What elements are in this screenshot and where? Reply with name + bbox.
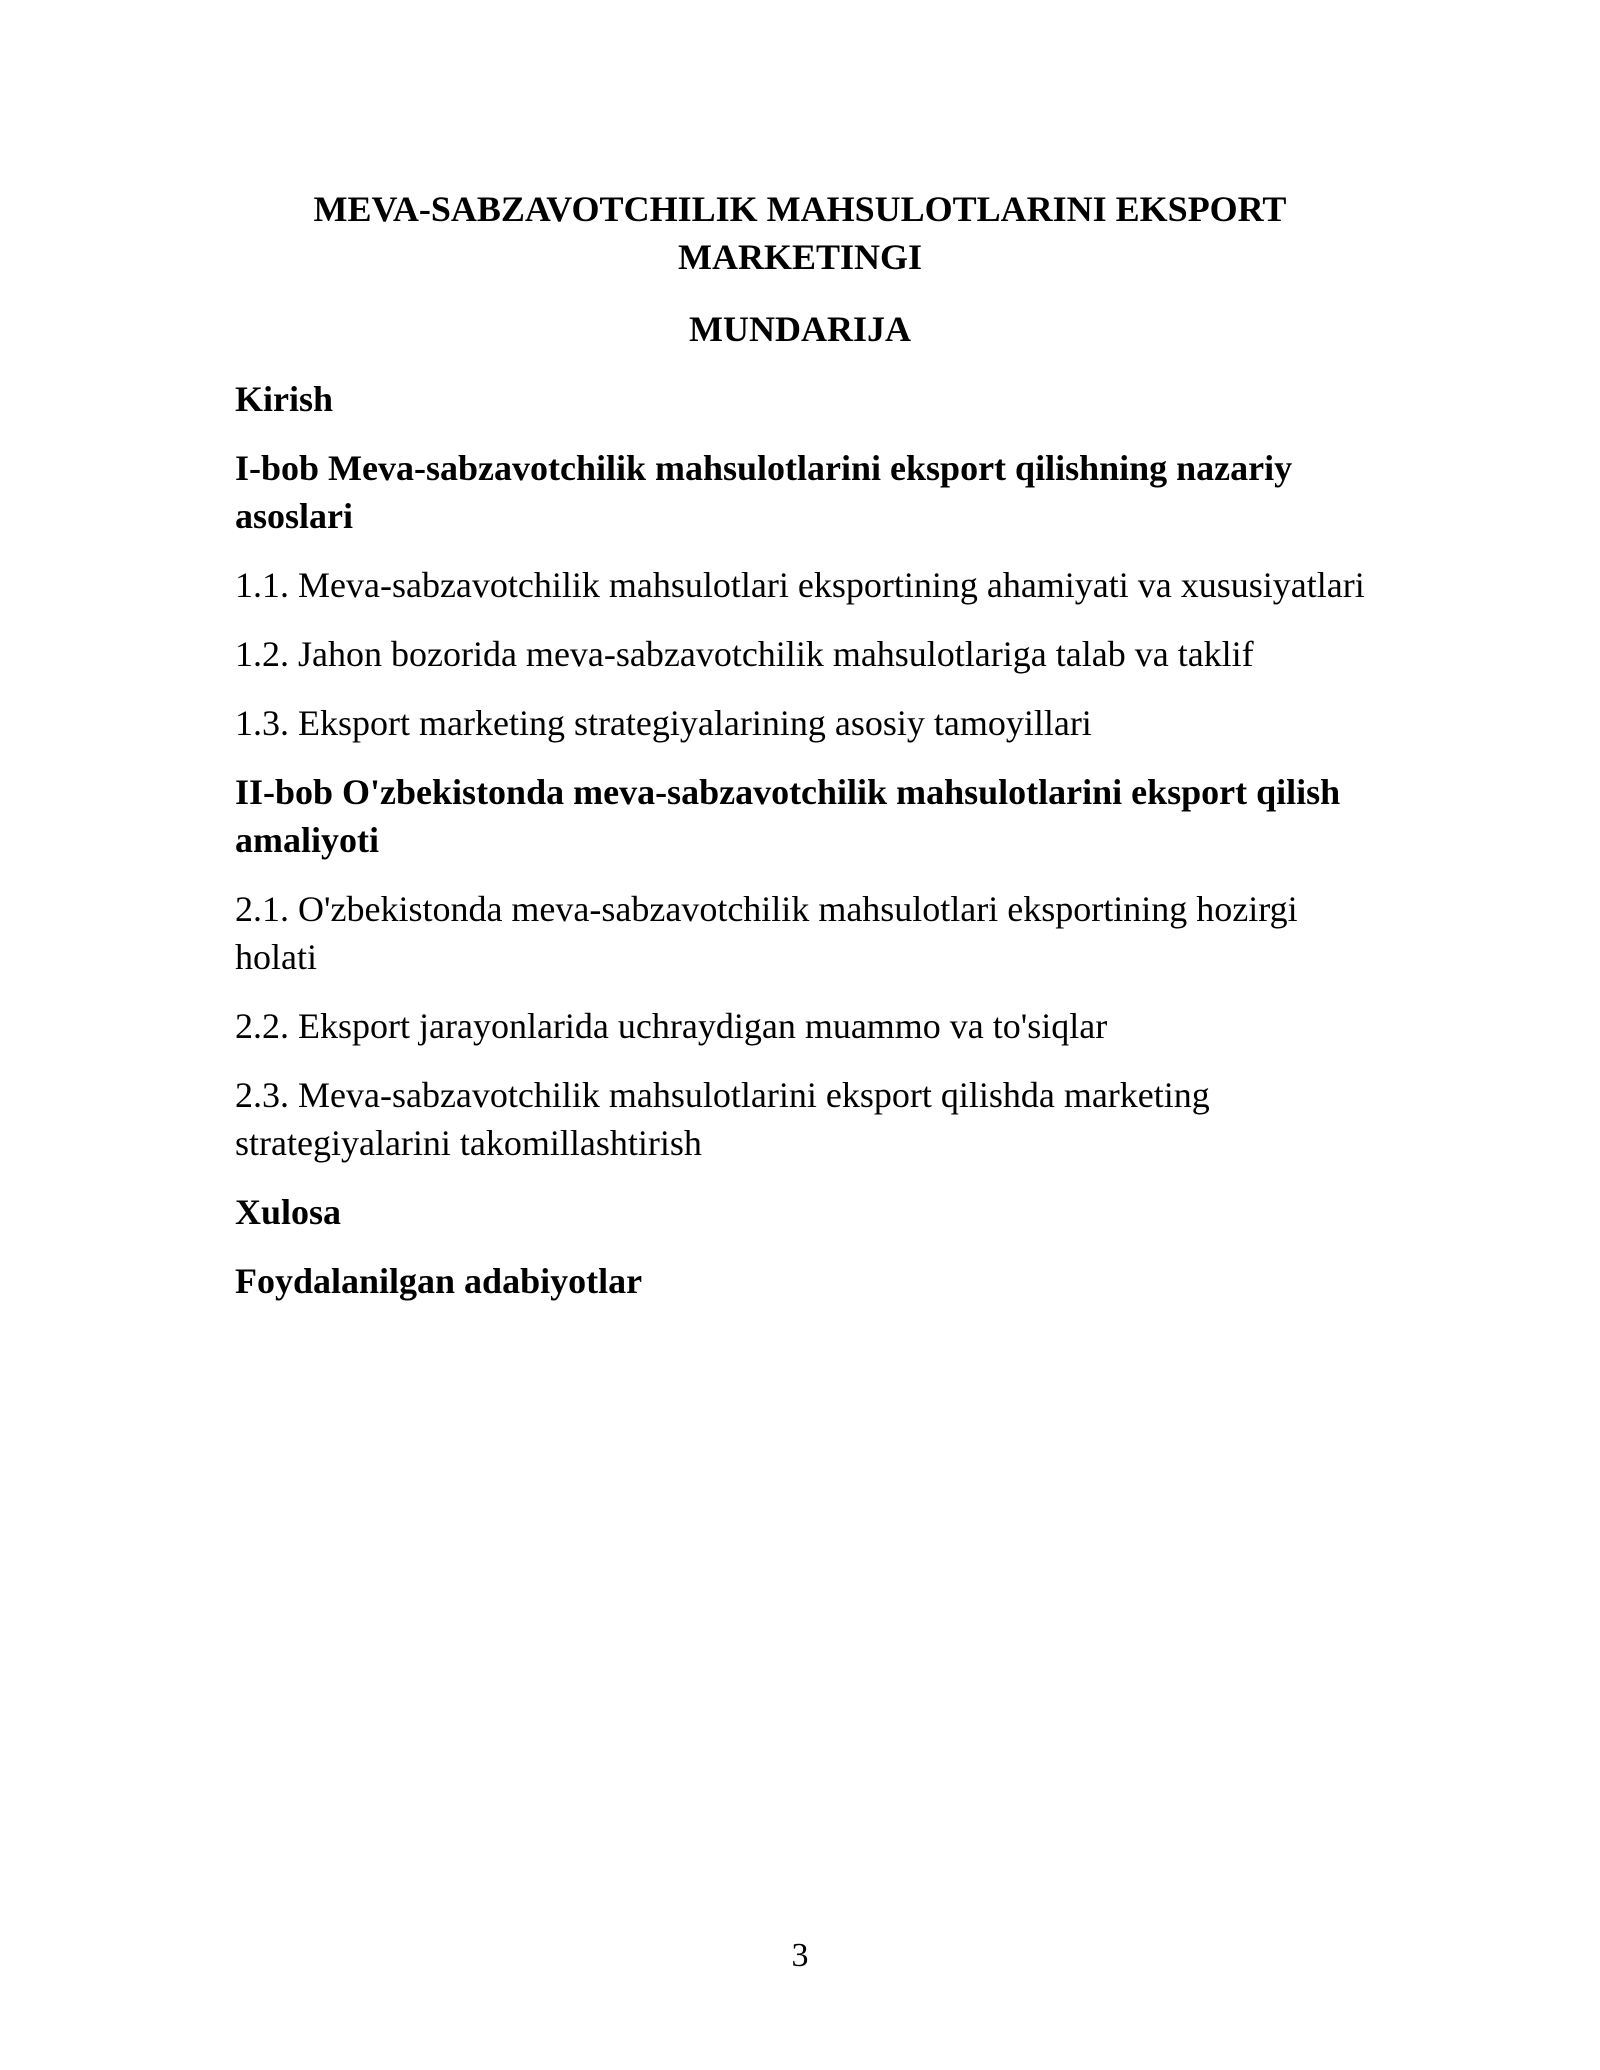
- document-title: MEVA-SABZAVOTCHILIK MAHSULOTLARINI EKSPORT MARKETINGI: [313, 189, 1287, 277]
- page-content: [235, 185, 1365, 1326]
- toc-entry-chapter-1: I-bob Meva-sabzavotchilik mahsulotlarini eksport qilishning nazariy asoslari: [235, 448, 1293, 536]
- toc-entry-section-1-3: 1.3. Eksport marketing strategiyalarining asosiy tamoyillari: [235, 703, 1092, 743]
- toc-entry-conclusion: Xulosa: [235, 1192, 342, 1232]
- toc-entry-chapter-2: II-bob O'zbekistonda meva-sabzavotchilik mahsulotlarini eksport qilish amaliyoti: [235, 772, 1341, 860]
- toc-entry-section-2-2: 2.2. Eksport jarayonlarida uchraydigan muammo va to'siqlar: [235, 1006, 1108, 1046]
- toc-entry-section-2-1: 2.1. O'zbekistonda meva-sabzavotchilik mahsulotlari eksportining hozirgi holati: [235, 889, 1298, 977]
- toc-heading: MUNDARIJA: [689, 309, 911, 349]
- toc-entry-section-2-3: 2.3. Meva-sabzavotchilik mahsulotlarini eksport qilishda marketing strategiyalarini takomillashtirish: [235, 1075, 1210, 1163]
- toc-entry-section-1-2: 1.2. Jahon bozorida meva-sabzavotchilik mahsulotlariga talab va taklif: [235, 634, 1254, 674]
- toc-entry-introduction: Kirish: [235, 379, 334, 419]
- toc-entry-section-1-1: 1.1. Meva-sabzavotchilik mahsulotlari eksportining ahamiyati va xususiyatlari: [235, 565, 1365, 605]
- page-number: 3: [791, 1937, 809, 1974]
- table-of-contents: [235, 375, 1365, 1305]
- toc-entry-references: Foydalanilgan adabiyotlar: [235, 1261, 643, 1301]
